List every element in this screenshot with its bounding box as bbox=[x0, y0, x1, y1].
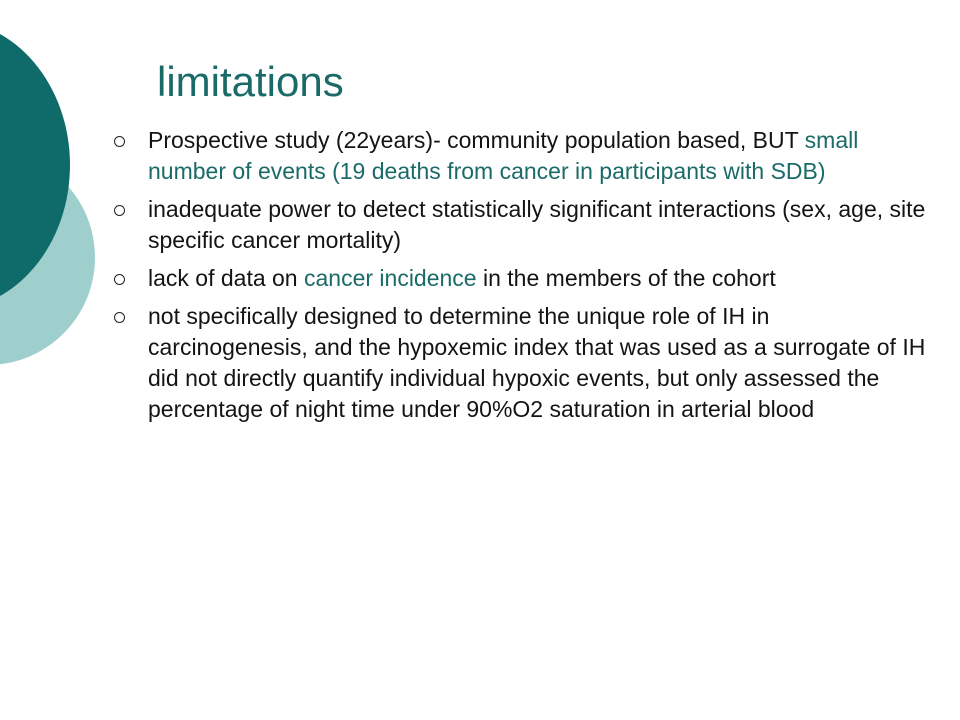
bullet-item bbox=[110, 301, 930, 425]
bullet-item bbox=[110, 125, 930, 187]
bullet-text: lack of data on bbox=[148, 265, 304, 291]
hollow-circle-icon bbox=[114, 205, 125, 216]
bullet-list bbox=[110, 125, 930, 432]
hollow-circle-icon bbox=[114, 136, 125, 147]
bullet-text: inadequate power to detect statistically significant interactions (sex, age, site specific cancer mortality) bbox=[148, 196, 926, 253]
hollow-circle-icon bbox=[114, 312, 125, 323]
bullet-text: not specifically designed to determine the unique role of IH in carcinogenesis, and the hypoxemic index that was used as a surrogate of IH did not directly quantify individual hypoxic events, but only assessed the percentage of night time under 90%O2 saturation in arterial blood bbox=[148, 303, 926, 422]
bullet-item bbox=[110, 263, 930, 294]
bullet-text: Prospective study (22years)- community population based, BUT bbox=[148, 127, 805, 153]
slide-title: limitations bbox=[157, 58, 344, 105]
bullet-highlight: small number of events (19 deaths from cancer in participants with SDB) bbox=[148, 127, 859, 184]
bullet-text-after: in the members of the cohort bbox=[476, 265, 776, 291]
bullet-item bbox=[110, 194, 930, 256]
hollow-circle-icon bbox=[114, 274, 125, 285]
bullet-highlight: cancer incidence bbox=[304, 265, 477, 291]
